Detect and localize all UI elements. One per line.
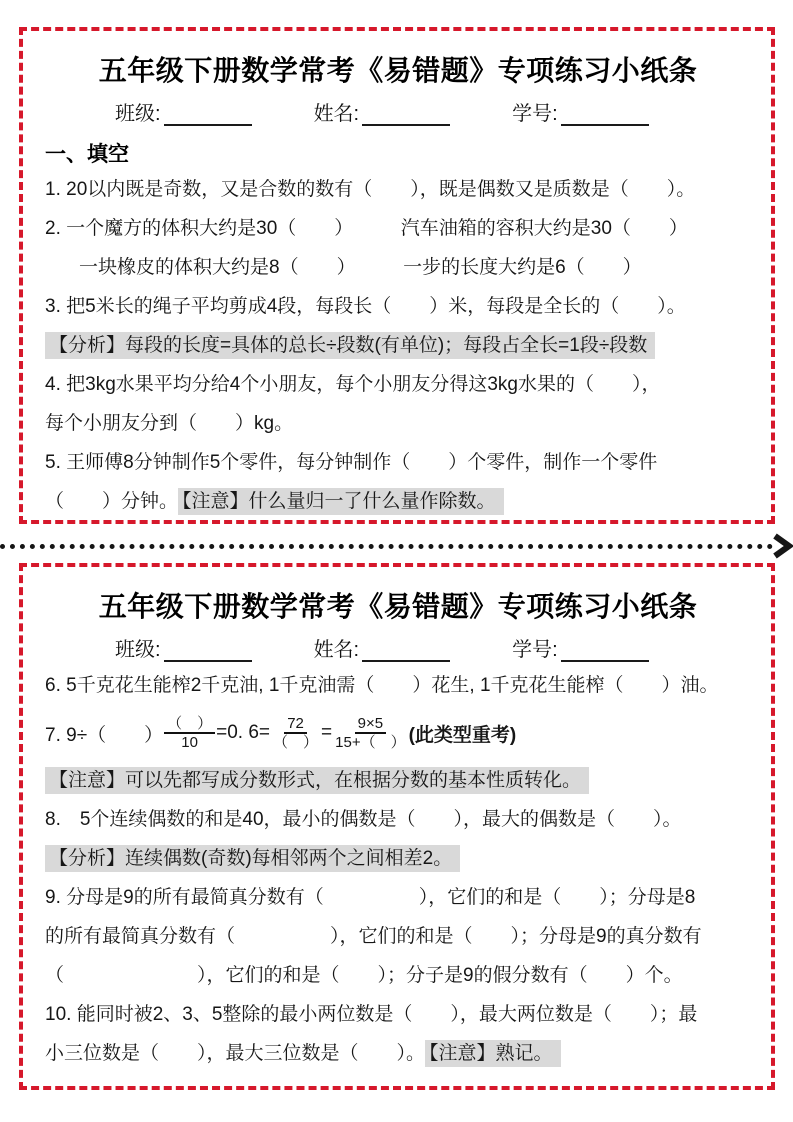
fraction-3-numerator: 9×5 (355, 715, 386, 734)
class-blank-2 (164, 639, 252, 662)
question-7-suffix: (此类型重考) (408, 724, 517, 746)
note-q5: 【注意】什么量归一了什么量作除数。 (178, 488, 504, 515)
student-no-label-2: 学号: (512, 639, 558, 661)
fraction-2 (271, 715, 320, 752)
class-blank (164, 103, 252, 126)
fraction-2-denominator: （ ） (273, 734, 319, 751)
name-field (314, 97, 451, 126)
question-3-analysis (45, 326, 751, 365)
question-9-line2: 的所有最简真分数有（ ），它们的和是（ ）；分母是9的真分数有 (45, 926, 702, 947)
question-5-line1: 5. 王师傅8分钟制作5个零件，每分钟制作（ ）个零件，制作一个零件 (45, 452, 658, 473)
fraction-3-denominator: 15+（ ） (335, 734, 406, 751)
question-5-line2-prefix: （ ）分钟。 (45, 491, 179, 512)
question-7-prefix: 7. 9÷（ ） (45, 724, 164, 746)
question-7-eq2: = (321, 722, 333, 743)
question-3: 3. 把5米长的绳子平均剪成4段，每段长（ ）米，每段是全长的（ ）。 (45, 296, 686, 317)
note-q7: 【注意】可以先都写成分数形式，在根据分数的基本性质转化。 (45, 767, 589, 794)
cut-arrow-icon (771, 533, 793, 559)
student-no-blank-2 (561, 639, 649, 662)
student-no-field (512, 97, 649, 126)
question-2-line2: 一块橡皮的体积大约是8（ ） 一步的长度大约是6（ ） (79, 257, 642, 278)
note-q10: 【注意】熟记。 (425, 1040, 561, 1067)
worksheet-strip-1 (19, 27, 775, 524)
question-7-note (45, 761, 751, 800)
question-5-line2 (45, 482, 751, 521)
student-no-blank (561, 103, 649, 126)
question-10-line1: 10. 能同时被2、3、5整除的最小两位数是（ ），最大两位数是（ ）；最 (45, 1004, 698, 1025)
worksheet-strip-2 (19, 563, 775, 1090)
question-7 (45, 705, 751, 761)
name-field-2 (314, 633, 451, 662)
name-blank-2 (362, 639, 450, 662)
fraction-3 (333, 715, 407, 752)
fraction-1 (164, 715, 215, 752)
question-9-line1: 9. 分母是9的所有最简真分数有（ ），它们的和是（ ）；分母是8 (45, 887, 696, 908)
fraction-2-numerator: 72 (284, 715, 307, 734)
cut-line-dots (0, 544, 773, 549)
student-no-label: 学号: (512, 103, 558, 125)
question-10-line2 (45, 1034, 751, 1073)
student-no-field-2 (512, 633, 649, 662)
fraction-1-numerator: （ ） (164, 715, 215, 734)
cut-line (0, 536, 793, 556)
question-10-line2-prefix: 小三位数是（ ），最大三位数是（ ）。 (45, 1043, 426, 1064)
page-title-2: 五年级下册数学常考《易错题》专项练习小纸条 (98, 591, 698, 622)
question-2-line1: 2. 一个魔方的体积大约是30（ ） 汽车油箱的容积大约是30（ ） (45, 218, 688, 239)
question-1: 1. 20以内既是奇数，又是合数的数有（ ），既是偶数又是质数是（ ）。 (45, 179, 696, 200)
question-4-line1: 4. 把3kg水果平均分给4个小朋友，每个小朋友分得这3kg水果的（ ）， (45, 374, 661, 395)
name-label-2: 姓名: (313, 639, 360, 661)
class-field (115, 97, 252, 126)
class-field-2 (115, 633, 252, 662)
question-9-line3: （ ），它们的和是（ ）；分子是9的假分数有（ ）个。 (45, 965, 683, 986)
analysis-note-q3: 【分析】每段的长度=具体的总长÷段数(有单位)；每段占全长=1段÷段数 (45, 332, 655, 359)
fraction-1-denominator: 10 (181, 734, 198, 751)
name-blank (362, 103, 450, 126)
name-label: 姓名: (313, 103, 360, 125)
question-8: 8. 5个连续偶数的和是40，最小的偶数是（ ），最大的偶数是（ ）。 (45, 809, 682, 830)
section-heading: 一、填空 (45, 143, 129, 166)
class-label-2: 班级: (115, 639, 161, 661)
question-7-eq1: =0. 6= (216, 722, 271, 743)
class-label: 班级: (115, 103, 161, 125)
page-title: 五年级下册数学常考《易错题》专项练习小纸条 (98, 55, 698, 86)
question-6: 6. 5千克花生能榨2千克油, 1千克油需（ ）花生, 1千克花生能榨（ ）油。 (45, 675, 719, 696)
analysis-note-q8: 【分析】连续偶数(奇数)每相邻两个之间相差2。 (45, 845, 460, 872)
question-4-line2: 每个小朋友分到（ ）kg。 (45, 413, 294, 434)
student-info-row (45, 97, 751, 126)
student-info-row-2 (45, 633, 751, 662)
question-8-analysis (45, 839, 751, 878)
